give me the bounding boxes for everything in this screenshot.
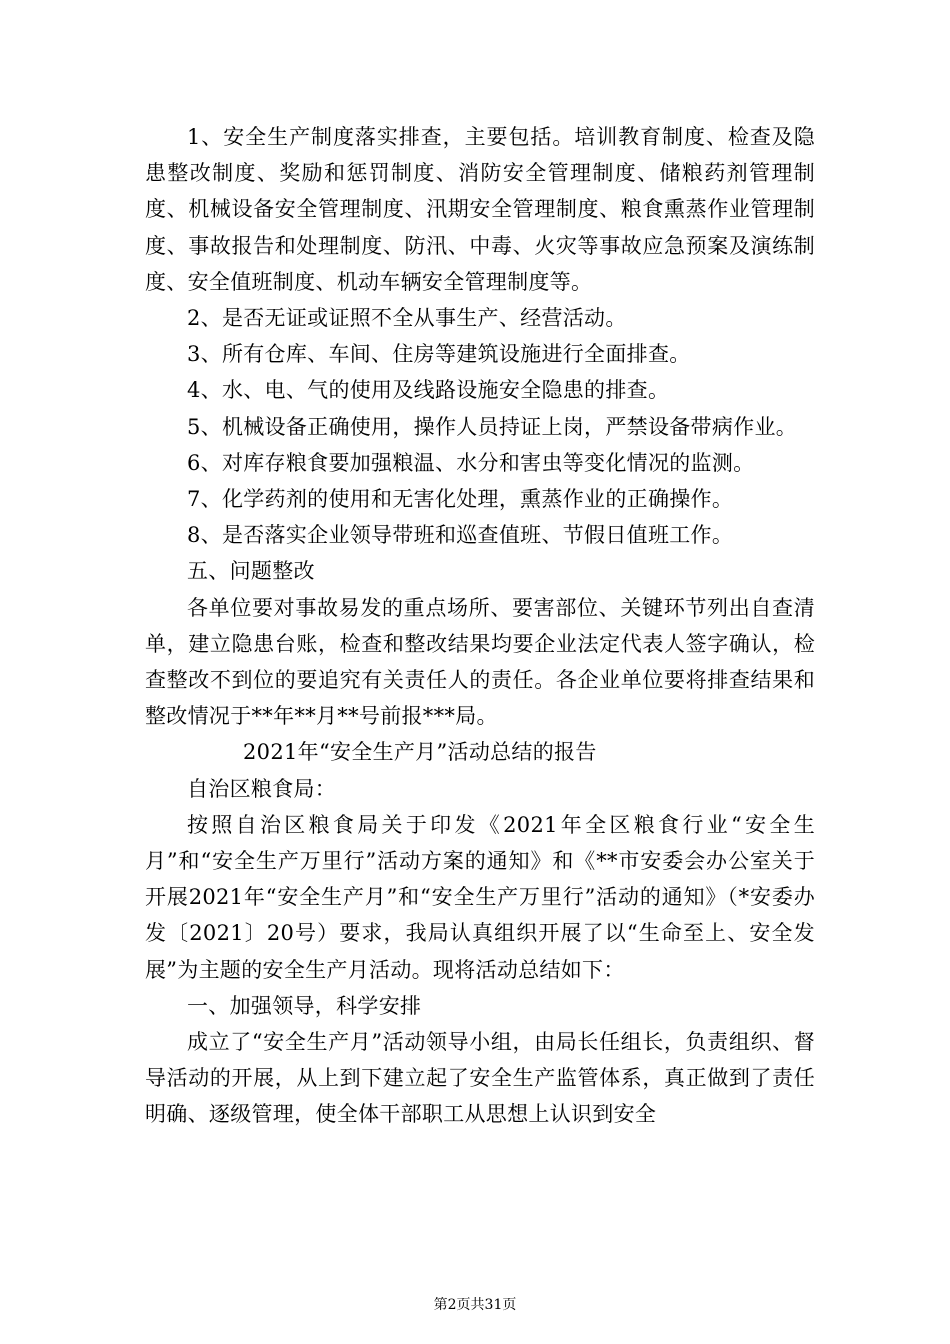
- paragraph-item-1: 1、安全生产制度落实排查，主要包括。培训教育制度、检查及隐患整改制度、奖励和惩罚制度、消防安全管理制度、储粮药剂管理制度、机械设备安全管理制度、汛期安全管理制度、粮食熏蒸作业管理制度、事故报告和处理制度、防汛、中毒、火灾等事故应急预案及演练制度、安全值班制度、机动车辆安全管理制度等。: [145, 125, 815, 294]
- paragraph-leadership: 成立了“安全生产月”活动领导小组，由局长任组长，负责组织、督导活动的开展，从上到下建立起了安全生产监管体系，真正做到了责任明确、逐级管理，使全体干部职工从思想上认识到安全: [145, 1030, 815, 1127]
- paragraph-item-2: 2、是否无证或证照不全从事生产、经营活动。: [187, 306, 627, 331]
- paragraph-item-3: 3、所有仓库、车间、住房等建筑设施进行全面排查。: [187, 342, 691, 367]
- section-heading-leadership: 一、加强领导，科学安排: [187, 993, 422, 1018]
- section-heading-rectification: 五、问题整改: [187, 559, 315, 584]
- page-footer: [0, 1296, 950, 1314]
- paragraph-item-7: 7、化学药剂的使用和无害化处理，熏蒸作业的正确操作。: [187, 487, 734, 512]
- paragraph-intro: 按照自治区粮食局关于印发《2021年全区粮食行业“安全生月”和“安全生产万里行”活动方案的通知》和《**市安委会办公室关于开展2021年“安全生产月”和“安全生产万里行”活动的通知》（*安委办发〔2021〕20号）要求，我局认真组织开展了以“生命至上、安全发展”为主题的安全生产月活动。现将活动总结如下：: [145, 812, 815, 982]
- paragraph-rectification: 各单位要对事故易发的重点场所、要害部位、关键环节列出自查清单，建立隐患台账，检查和整改结果均要企业法定代表人签字确认，检查整改不到位的要追究有关责任人的责任。各企业单位要将排查结果和整改情况于**年**月**号前报***局。: [145, 595, 815, 729]
- paragraph-item-5: 5、机械设备正确使用，操作人员持证上岗，严禁设备带病作业。: [187, 414, 798, 439]
- paragraph-item-8: 8、是否落实企业领导带班和巡查值班、节假日值班工作。: [187, 523, 734, 548]
- paragraph-item-6: 6、对库存粮食要加强粮温、水分和害虫等变化情况的监测。: [187, 450, 755, 475]
- paragraph-item-4: 4、水、电、气的使用及线路设施安全隐患的排查。: [187, 378, 670, 403]
- report-title: 2021年“安全生产月”活动总结的报告: [243, 740, 597, 765]
- page-number: 第2页共31页: [433, 1297, 517, 1313]
- addressee: 自治区粮食局：: [187, 776, 337, 801]
- document-body: [145, 119, 815, 1133]
